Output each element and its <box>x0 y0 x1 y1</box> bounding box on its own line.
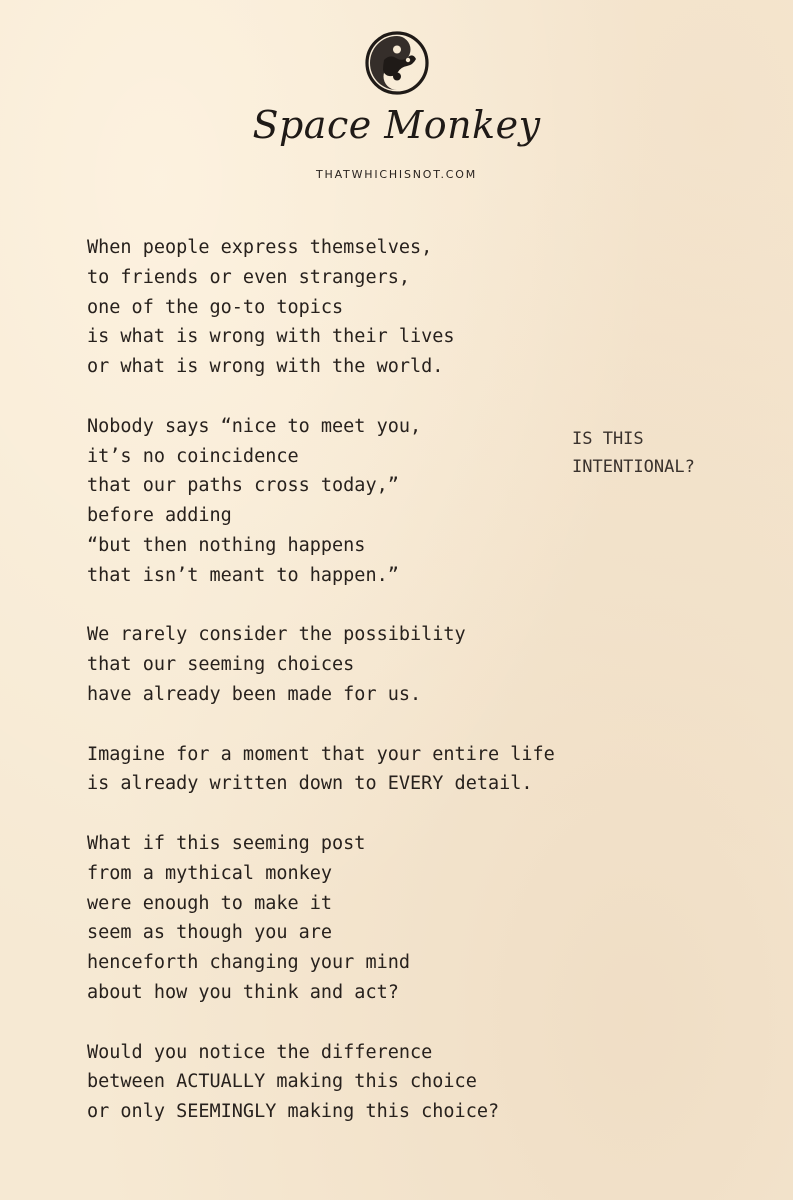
poem-line: henceforth changing your mind <box>87 952 411 974</box>
poem-line: that our seeming choices <box>87 654 355 676</box>
poem-line: Nobody says “nice to meet you, <box>87 415 422 437</box>
poem-line: We rarely consider the possibility <box>87 624 466 646</box>
space-monkey-logo-icon <box>364 30 430 96</box>
stanza-1 <box>87 233 647 382</box>
poem-line: When people express themselves, <box>87 237 433 258</box>
poem-line: to friends or even strangers, <box>87 266 411 288</box>
poem-line: or only SEEMINGLY making this choice? <box>87 1101 500 1123</box>
stanza-6 <box>87 1038 647 1127</box>
poem-line: that isn’t meant to happen.” <box>87 564 399 586</box>
page-header <box>0 30 793 181</box>
poem-line: What if this seeming post <box>87 832 366 854</box>
poem-body <box>87 233 647 1157</box>
stanza-5 <box>87 829 647 1008</box>
stanza-4 <box>87 740 647 800</box>
margin-note-line: IS THIS <box>572 429 644 449</box>
poem-line: one of the go-to topics <box>87 296 344 318</box>
poem-line: about how you think and act? <box>87 981 399 1003</box>
poem-line: is what is wrong with their lives <box>87 326 455 348</box>
poem-line: before adding <box>87 505 232 527</box>
poem-line: Imagine for a moment that your entire life <box>87 743 555 765</box>
poem-line: seem as though you are <box>87 922 333 944</box>
poem-line: were enough to make it <box>87 892 333 914</box>
stanza-2 <box>87 412 647 591</box>
poem-line: or what is wrong with the world. <box>87 356 444 378</box>
poem-line: “but then nothing happens <box>87 534 366 556</box>
brand-title: Space Monkey <box>252 103 541 147</box>
poem-line: have already been made for us. <box>87 683 422 705</box>
margin-note-line: INTENTIONAL? <box>572 457 695 477</box>
poem-line: from a mythical monkey <box>87 862 333 884</box>
poem-line: Would you notice the difference <box>87 1041 433 1063</box>
poem-line: it’s no coincidence <box>87 445 299 467</box>
margin-note <box>572 425 695 481</box>
poem-line: that our paths cross today,” <box>87 475 399 497</box>
poem-line: is already written down to EVERY detail. <box>87 773 533 795</box>
stanza-3 <box>87 620 647 709</box>
site-url: THATWHICHISNOT.COM <box>316 168 477 181</box>
poem-line: between ACTUALLY making this choice <box>87 1071 477 1093</box>
